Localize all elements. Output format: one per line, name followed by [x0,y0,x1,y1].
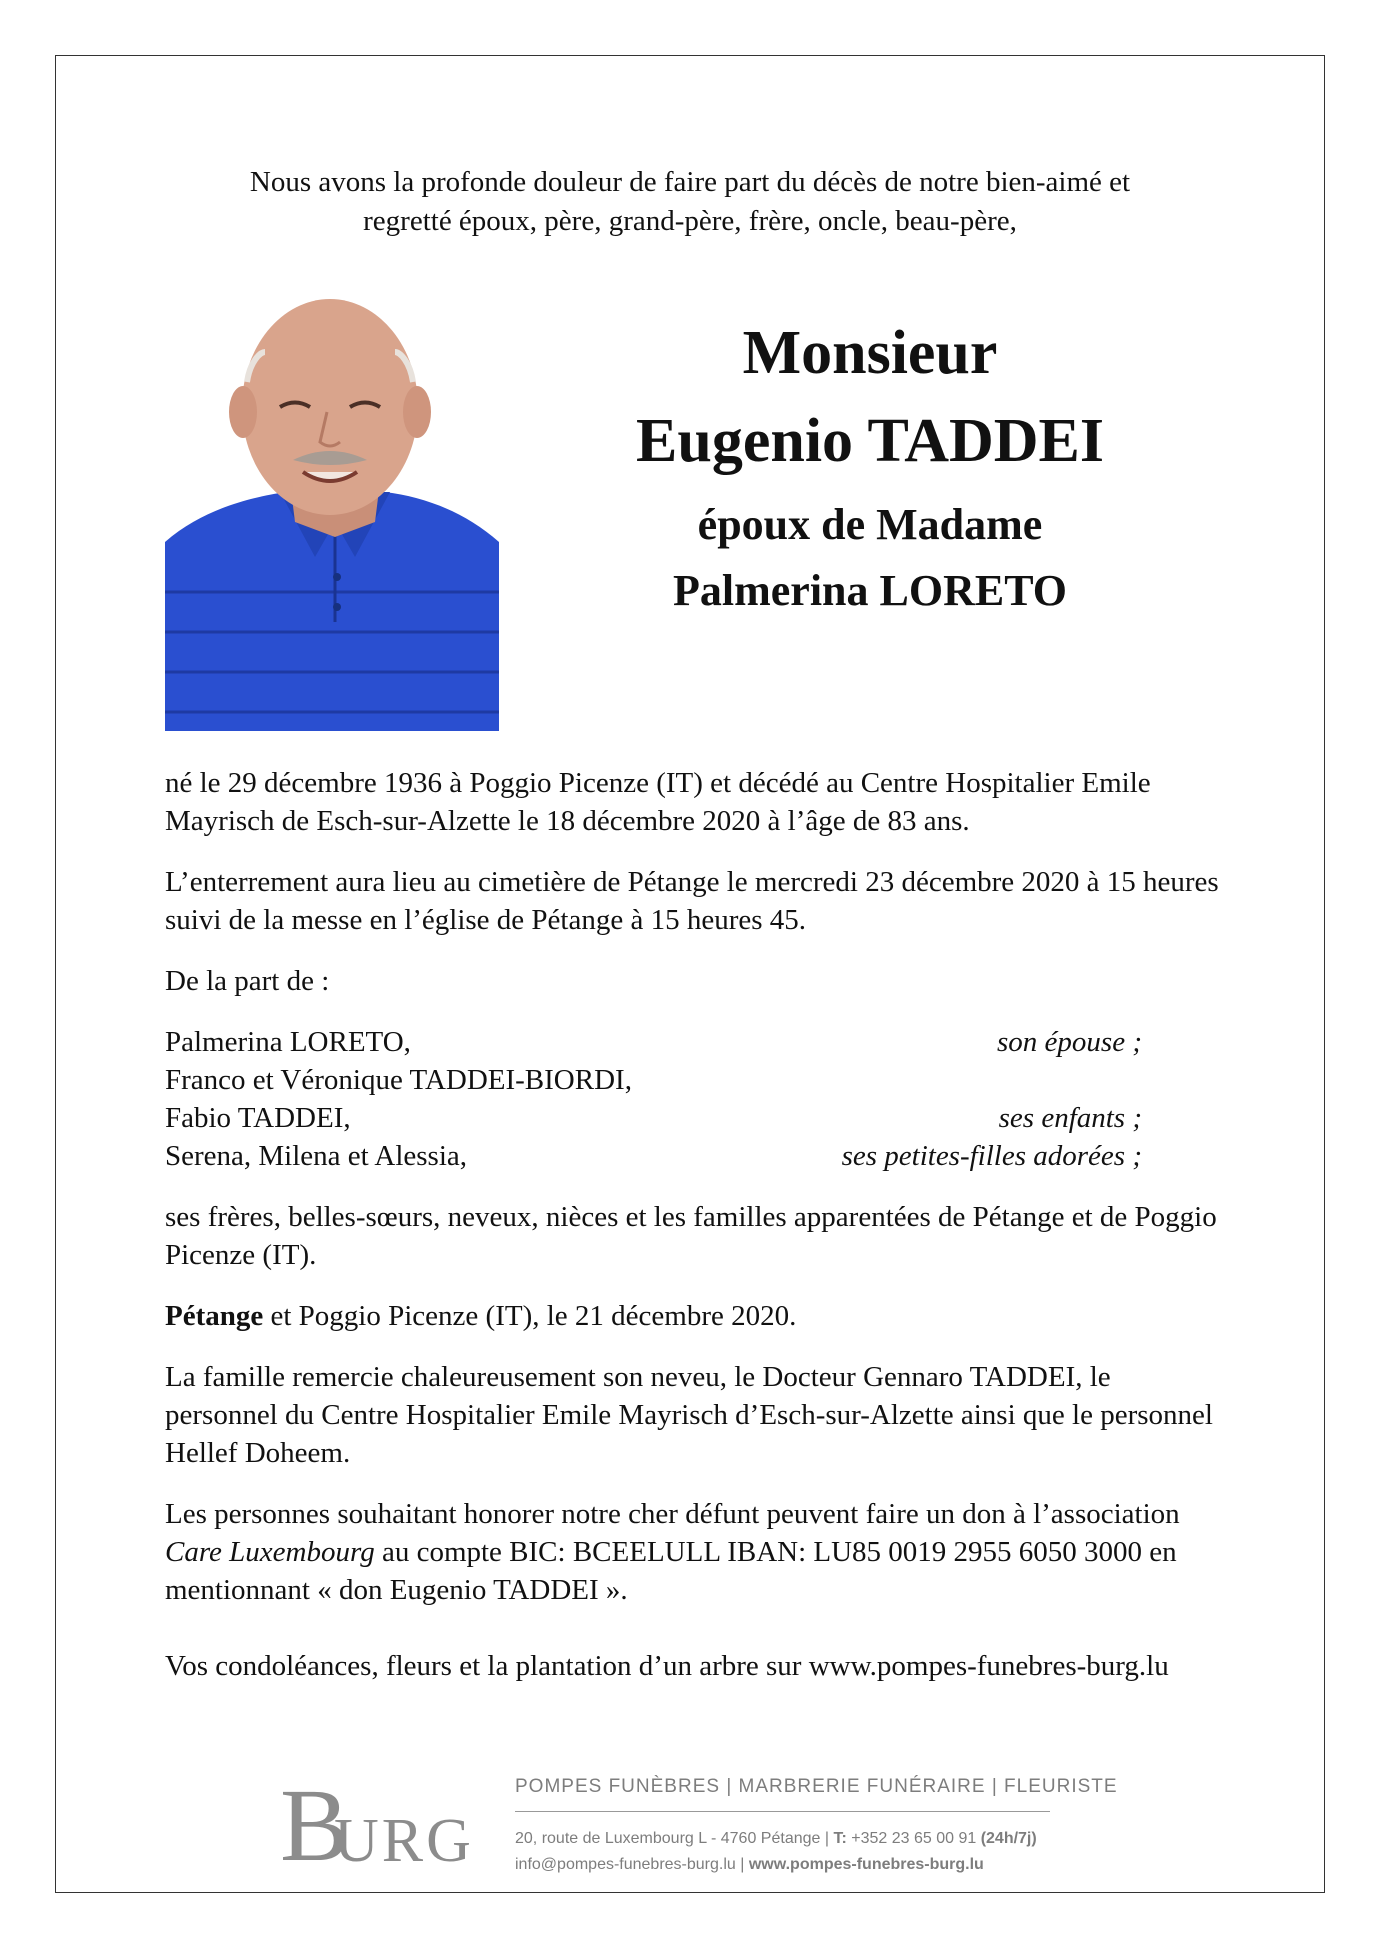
family-row [165,1023,1142,1061]
family-row [165,1061,1142,1099]
deceased-title: Monsieur [742,319,998,387]
deceased-names [560,308,1180,624]
spouse-line: époux de Madame [697,500,1043,549]
place-date-paragraph [165,1297,1225,1335]
footer-tel-hours: (24h/7j) [980,1830,1037,1847]
family-names: Serena, Milena et Alessia, [165,1140,467,1172]
portrait-photo [165,292,499,731]
donation-post: au compte BIC: BCEELULL IBAN: LU85 0019 2955 6050 3000 en mentionnant « don Eugenio TADDEI ». [165,1536,1177,1606]
condolences-paragraph: Vos condoléances, fleurs et la plantation d’un arbre sur www.pompes-funebres-burg.lu [165,1650,1169,1682]
footer-address: 20, route de Luxembourg L - 4760 Pétange | [515,1830,834,1847]
intro-line-2: regretté époux, père, grand-père, frère, oncle, beau-père, [363,205,1017,237]
footer-address-line [515,1830,1037,1848]
family-names: Franco et Véronique TADDEI-BIORDI, [165,1064,632,1096]
funeral-paragraph: L’enterrement aura lieu au cimetière de Pétange le mercredi 23 décembre 2020 à 15 heures suivi de la messe en l’église de Pétange à 15 heures 45. [165,866,1219,936]
place-rest: et Poggio Picenze (IT), le 21 décembre 2020. [263,1300,797,1332]
donation-org: Care Luxembourg [165,1536,375,1568]
donation-pre: Les personnes souhaitant honorer notre cher défunt peuvent faire un don à l’association [165,1498,1180,1530]
intro-line-1: Nous avons la profonde douleur de faire part du décès de notre bien-aimé et [249,166,1131,198]
spouse-name: Palmerina LORETO [673,566,1067,615]
footer [280,1768,1118,1883]
logo-letters-urg: URG [334,1807,474,1875]
place-bold: Pétange [165,1300,264,1332]
birth-death-paragraph: né le 29 décembre 1936 à Poggio Picenze (IT) et décédé au Centre Hospitalier Emile Mayrisch de Esch-sur-Alzette le 18 décembre 2020 à l’âge de 83 ans. [165,767,1151,837]
portrait-illustration [165,292,499,731]
footer-services: POMPES FUNÈBRES | MARBRERIE FUNÉRAIRE | FLEURISTE [515,1776,1118,1797]
deceased-name: Eugenio TADDEI [636,407,1104,475]
footer-contact-line [515,1856,984,1874]
family-names: Palmerina LORETO, [165,1026,411,1058]
family-names: Fabio TADDEI, [165,1102,351,1134]
footer-tel-label: T: [833,1830,847,1847]
relatives-paragraph: ses frères, belles-sœurs, neveux, nièces et les familles apparentées de Pétange et de Poggio Picenze (IT). [165,1201,1217,1271]
announcement-body [165,764,1225,1708]
footer-website[interactable]: www.pompes-funebres-burg.lu [748,1856,984,1873]
thanks-paragraph: La famille remercie chaleureusement son neveu, le Docteur Gennaro TADDEI, le personnel du Centre Hospitalier Emile Mayrisch d’Esch-sur-Alzette ainsi que le personnel Hellef Doheem. [165,1361,1213,1469]
footer-tel: +352 23 65 00 91 [846,1830,981,1847]
family-relation: ses enfants ; [998,1102,1142,1134]
donation-paragraph [165,1495,1225,1609]
family-row [165,1137,1142,1175]
family-relation: son épouse ; [997,1026,1142,1058]
intro-text [150,163,1230,241]
logo-letter-b: B [280,1768,350,1883]
family-list [165,1023,1225,1175]
family-row [165,1099,1142,1137]
footer-divider [515,1811,1050,1812]
from-label: De la part de : [165,965,330,997]
family-relation: ses petites-filles adorées ; [841,1140,1142,1172]
footer-email: info@pompes-funebres-burg.lu | [515,1856,749,1873]
